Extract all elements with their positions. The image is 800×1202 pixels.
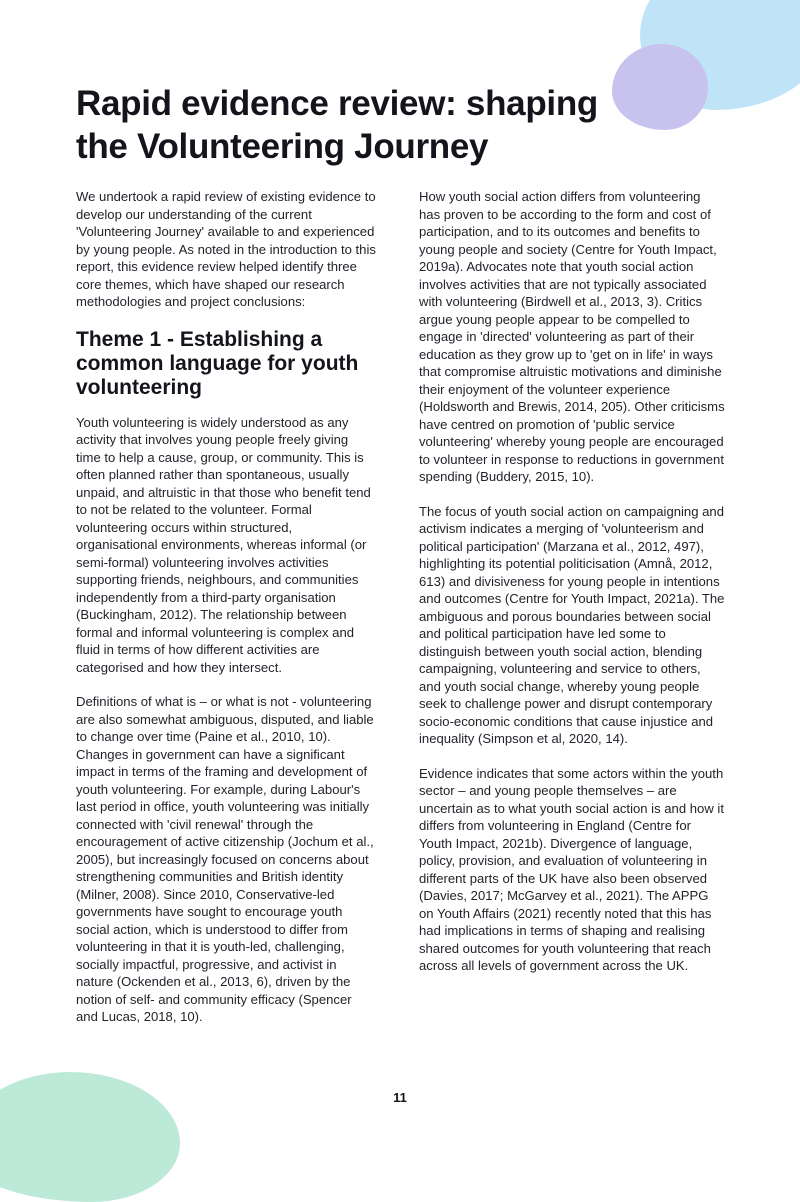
- body-paragraph: Youth volunteering is widely understood as any activity that involves young people freely giving time to help a cause, group, or community. This is often planned rather than spontaneous, usually unpaid, and altruistic in that those who benefit tend to not be related to the volunteer. Formal volunteering occurs within structured, organisational environments, whereas informal (or semi-formal) volunteering involves activities supporting friends, neighbours, and communities independently from a third-party organisation (Buckingham, 2012). The relationship between formal and informal volunteering is complex and fluid in terms of how different activities are categorised and how they intersect.: [76, 414, 371, 675]
- theme-heading: Theme 1 - Establishing a common language for youth volunteering: [76, 327, 359, 399]
- body-paragraph: Definitions of what is – or what is not - volunteering are also somewhat ambiguous, disputed, and liable to change over time (Paine et al., 2010, 10). Changes in government can have a significant impact in terms of the framing and development of youth volunteering. For example, during Labour's last period in office, youth volunteering was initially connected with 'civil renewal' through the encouragement of active citizenship (Jochum et al., 2005), but increasingly focused on concerns about strengthening communities and British identity (Milner, 2008). Since 2010, Conservative-led governments have sought to encourage youth social action, which is understood to differ from volunteering in that it is youth-led, challenging, socially impactful, progressive, and activist in nature (Ockenden et al., 2013, 6), driven by the notion of self- and community efficacy (Spencer and Lucas, 2018, 10).: [76, 694, 374, 1024]
- intro-paragraph: We undertook a rapid review of existing evidence to develop our understanding of the current 'Volunteering Journey' available to and experienced by young people. As noted in the introduction to this report, this evidence review helped identify three core themes, which have shaped our research methodologies and project conclusions:: [76, 189, 376, 309]
- right-column: [419, 188, 725, 992]
- page-number: 11: [393, 1090, 407, 1105]
- body-paragraph: How youth social action differs from volunteering has proven to be according to the form and cost of participation, and to its outcomes and benefits to young people and society (Centre for Youth Impact, 2019a). Advocates note that youth social action involves activities that are not typically associated with volunteering (Birdwell et al., 2013, 3). Critics argue young people appear to be compelled to engage in 'directed' volunteering as part of their education as they grow up to 'get on in life' in ways that compromise altruistic motivations and diminishe their enjoyment of the volunteer experience (Holdsworth and Brewis, 2014, 205). Other criticisms have centred on promotion of 'public service volunteering' whereby young people are encouraged to volunteer in response to reductions in government spending (Buddery, 2015, 10).: [419, 189, 725, 484]
- body-paragraph: Evidence indicates that some actors within the youth sector – and young people themselves – are uncertain as to what youth social action is and how it differs from volunteering in England (Centre for Youth Impact, 2021b). Divergence of language, policy, provision, and evaluation of volunteering in different parts of the UK have also been observed (Davies, 2017; McGarvey et al., 2021). The APPG on Youth Affairs (2021) recently noted that this has had implications in terms of shaping and realising shared outcomes for youth volunteering that reach across all levels of government across the UK.: [419, 765, 724, 973]
- page-title: Rapid evidence review: shaping the Volunteering Journey: [76, 84, 598, 166]
- body-paragraph: The focus of youth social action on campaigning and activism indicates a merging of 'volunteerism and political participation' (Marzana et al., 2012, 497), highlighting its potential politicisation (Amnå, 2012, 613) and divisiveness for young people in intentions and outcomes (Centre for Youth Impact, 2021a). The ambiguous and porous boundaries between social and political participation have led some to distinguish between youth social action, blending campaigning, volunteering and service to others, and youth social change, whereby young people seek to challenge power and disrupt contemporary socio-economic conditions that cause injustice and inequality (Simpson et al, 2020, 14).: [419, 503, 725, 746]
- left-column: [76, 188, 376, 1043]
